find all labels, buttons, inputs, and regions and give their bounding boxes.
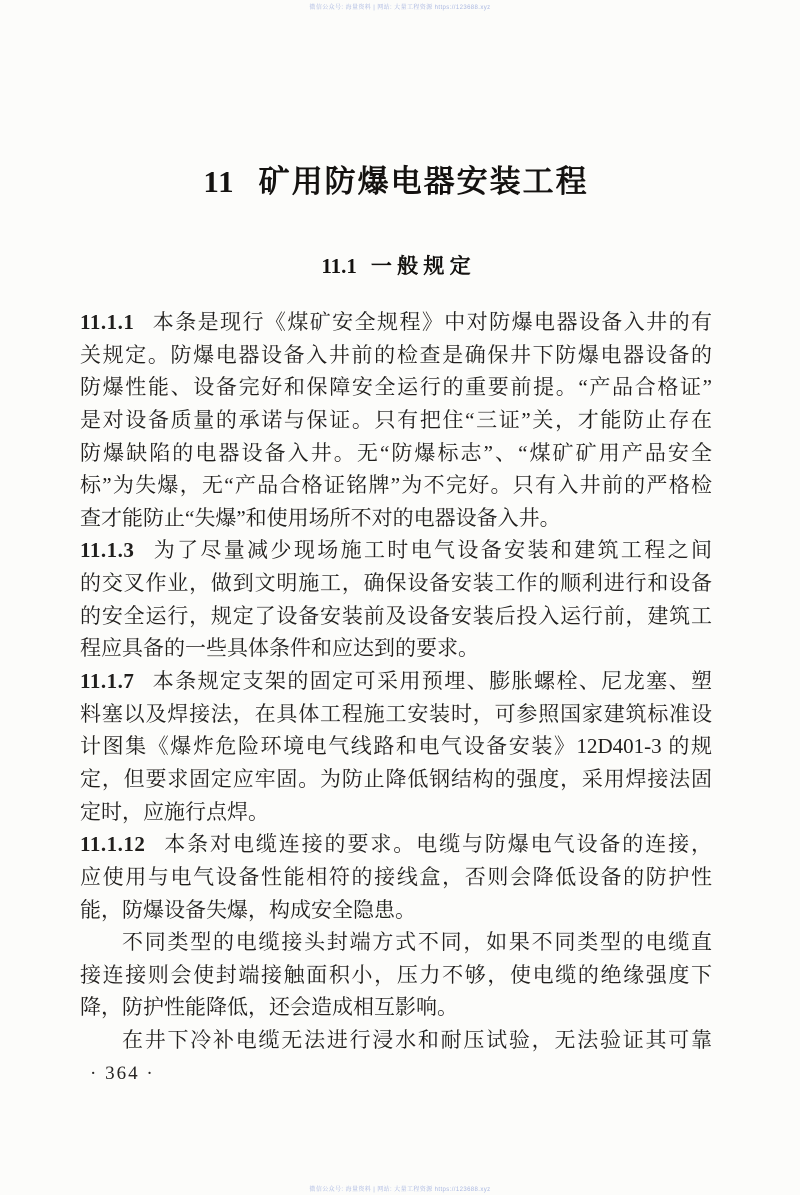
text-line: 计图集《爆炸危险环境电气线路和电气设备安装》12D401-3 的规 <box>80 734 712 759</box>
section-title <box>80 250 712 282</box>
page-number <box>90 1063 155 1085</box>
chapter-title <box>80 160 712 204</box>
watermark-top: 微信公众号: 海量资料 | 网站: 大量工程资源 https://123688.xyz <box>309 5 491 11</box>
text-line: 在井下冷补电缆无法进行浸水和耐压试验，无法验证其可靠 <box>122 1028 712 1053</box>
clause-number: 11.1.12 <box>80 832 146 857</box>
text-line: 料塞以及焊接法，在具体工程施工安装时，可参照国家建筑标准设 <box>80 701 712 726</box>
page-number-label: · 364 · <box>90 1063 155 1084</box>
text-line: 防爆缺陷的电器设备入井。无“防爆标志”、“煤矿矿用产品安全 <box>80 440 712 465</box>
chapter-number: 11 <box>203 164 235 199</box>
text-line: 是对设备质量的承诺与保证。只有把住“三证”关，才能防止存在 <box>80 407 712 432</box>
watermark-bottom: 微信公众号: 海量资料 | 网站: 大量工程资源 https://123688.xyz <box>309 1187 491 1193</box>
text-line: 查才能防止“失爆”和使用场所不对的电器设备入井。 <box>80 505 561 530</box>
text-line: 防爆性能、设备完好和保障安全运行的重要前提。“产品合格证” <box>80 375 712 400</box>
text-line: 关规定。防爆电器设备入井前的检查是确保井下防爆电器设备的 <box>80 342 712 367</box>
text-line: 定时，应施行点焊。 <box>80 799 269 824</box>
text-line: 定，但要求固定应牢固。为防止降低钢结构的强度，采用焊接法固 <box>80 766 712 791</box>
text-line: 的交叉作业，做到文明施工，确保设备安装工作的顺利进行和设备 <box>80 571 712 596</box>
clause-number: 11.1.1 <box>80 310 135 334</box>
text-line: 11.1.1 本条是现行《煤矿安全规程》中对防爆电器设备入井的有 <box>80 310 712 334</box>
text-line: 的安全运行，规定了设备安装前及设备安装后投入运行前，建筑工 <box>80 603 712 628</box>
text-line: 能，防爆设备失爆，构成安全隐患。 <box>80 897 416 922</box>
text-line: 接连接则会使封端接触面积小，压力不够，使电缆的绝缘强度下 <box>80 962 712 987</box>
chapter-title-text: 矿用防爆电器安装工程 <box>258 164 589 199</box>
section-title-text: 一 般 规 定 <box>370 254 471 278</box>
text-line: 不同类型的电缆接头封端方式不同，如果不同类型的电缆直 <box>122 930 712 955</box>
text-line: 11.1.3 为了尽量减少现场施工时电气设备安装和建筑工程之间 <box>80 538 712 563</box>
section-number: 11.1 <box>321 254 357 278</box>
text-line: 11.1.7 本条规定支架的固定可采用预埋、膨胀螺栓、尼龙塞、塑 <box>80 669 712 694</box>
text-line: 程应具备的一些具体条件和应达到的要求。 <box>80 636 479 661</box>
text-line: 降，防护性能降低，还会造成相互影响。 <box>80 995 458 1020</box>
text-line: 11.1.12 本条对电缆连接的要求。电缆与防爆电气设备的连接， <box>80 832 712 857</box>
body-text <box>80 306 712 1057</box>
clause-number: 11.1.3 <box>80 538 135 563</box>
text-line: 标”为失爆，无“产品合格证铭牌”为不完好。只有入井前的严格检 <box>80 473 712 498</box>
text-line: 应使用与电气设备性能相符的接线盒，否则会降低设备的防护性 <box>80 864 712 889</box>
clause-number: 11.1.7 <box>80 669 135 694</box>
